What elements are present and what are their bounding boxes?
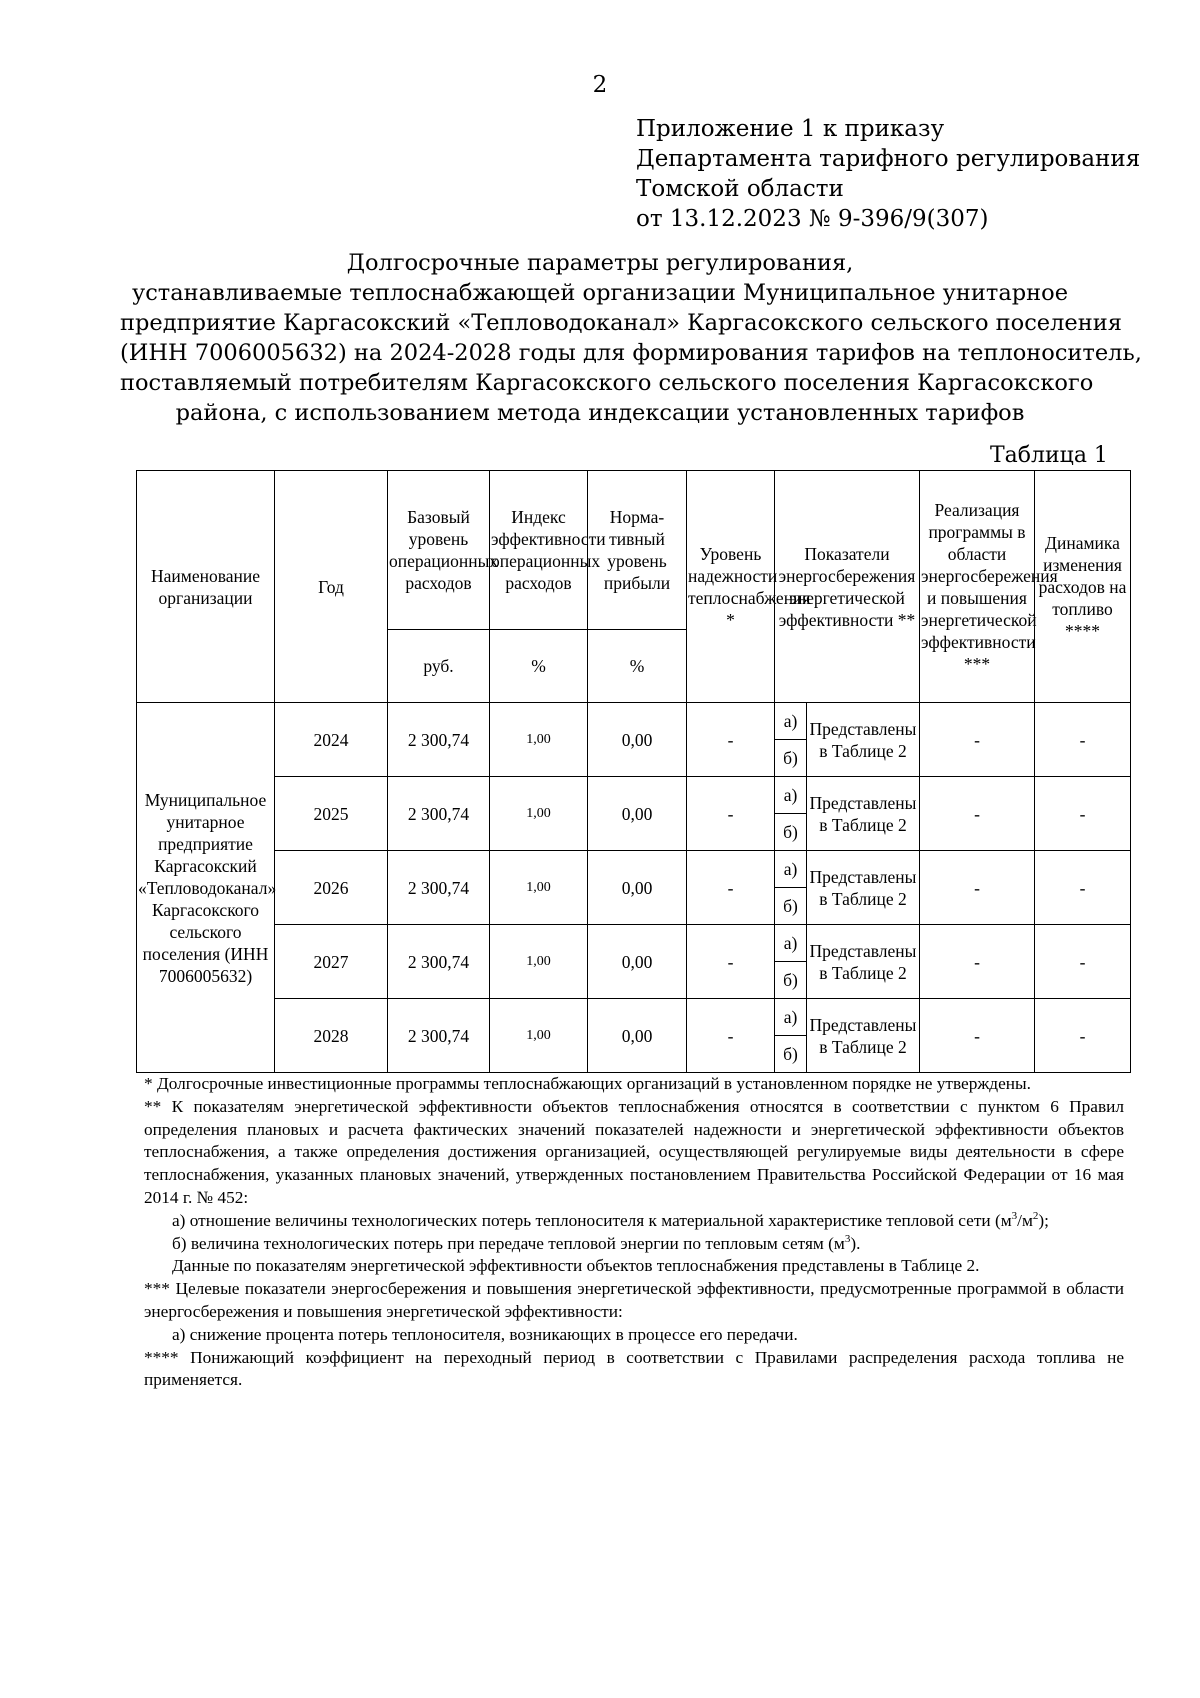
cell-label-a: а) xyxy=(775,703,807,740)
cell-year: 2026 xyxy=(275,851,388,925)
header-base-level: Базовый уровень операционных расходов xyxy=(388,471,490,630)
header-energy-indicators: Показатели энергосбережения энергетической эффективности ** xyxy=(775,471,920,703)
cell-fuel: - xyxy=(1035,851,1131,925)
footnote-2b: б) величина технологических потерь при передаче тепловой энергии по тепловым сетям $(м^3)$. xyxy=(172,1232,861,1253)
cell-fuel: - xyxy=(1035,925,1131,999)
header-year: Год xyxy=(275,471,388,703)
cell-reliability: - xyxy=(687,999,775,1073)
cell-profit: 0,00 xyxy=(588,703,687,777)
title-line: района, с использованием метода индексации установленных тарифов xyxy=(175,400,1025,426)
footnote-2c: Данные по показателям энергетической эффективности объектов теплоснабжения представлены в Таблице 2. xyxy=(172,1256,980,1276)
cell-fuel: - xyxy=(1035,999,1131,1073)
cell-energy: Представлены в Таблице 2 xyxy=(807,703,920,777)
table-caption: Таблица 1 xyxy=(990,443,1108,468)
cell-year: 2024 xyxy=(275,703,388,777)
footnotes xyxy=(144,1073,1124,1392)
title-line: поставляемый потребителям Каргасокского сельского поселения Каргасокского xyxy=(120,370,1094,396)
cell-label-b: б) xyxy=(775,962,807,999)
footnote-1: * Долгосрочные инвестиционные программы теплоснабжающих организаций в установленном порядке не утверждены. xyxy=(144,1074,1031,1093)
cell-profit: 0,00 xyxy=(588,999,687,1073)
cell-profit: 0,00 xyxy=(588,777,687,851)
appendix-line: Приложение 1 к приказу xyxy=(636,116,945,142)
cell-year: 2025 xyxy=(275,777,388,851)
header-fuel: Динамика изменения расходов на топливо **** xyxy=(1035,471,1131,703)
document-title xyxy=(120,248,1142,428)
cell-energy: Представлены в Таблице 2 xyxy=(807,851,920,925)
header-reliability: Уровень надежности теплоснабжения * xyxy=(687,471,775,703)
header-profit-level: Норма-тивный уровень прибыли xyxy=(588,471,687,630)
unit-index: % xyxy=(490,630,588,703)
cell-reliability: - xyxy=(687,851,775,925)
cell-base: 2 300,74 xyxy=(388,703,490,777)
cell-base: 2 300,74 xyxy=(388,851,490,925)
appendix-line: Департамента тарифного регулирования xyxy=(636,146,1141,172)
cell-label-b: б) xyxy=(775,1036,807,1073)
org-name-cell: Муниципальное унитарное предприятие Каргасокский «Тепловодоканал» Каргасокского сельского поселения (ИНН 7006005632) xyxy=(137,703,275,1073)
footnote-3: *** Целевые показатели энергосбережения и повышения энергетической эффективности, предусмотренные программой в области энергосбережения и повышения энергетической эффективности: xyxy=(144,1279,1124,1321)
title-line: предприятие Каргасокский «Тепловодоканал» Каргасокского сельского поселения xyxy=(120,310,1122,336)
cell-base: 2 300,74 xyxy=(388,777,490,851)
cell-program: - xyxy=(920,851,1035,925)
cell-label-b: б) xyxy=(775,740,807,777)
cell-energy: Представлены в Таблице 2 xyxy=(807,925,920,999)
cell-program: - xyxy=(920,999,1035,1073)
cell-reliability: - xyxy=(687,777,775,851)
page-number: 2 xyxy=(592,72,608,98)
appendix-line: от 13.12.2023 № 9-396/9(307) xyxy=(636,206,989,232)
cell-index: 1,00 xyxy=(490,999,588,1073)
cell-energy: Представлены в Таблице 2 xyxy=(807,777,920,851)
cell-label-b: б) xyxy=(775,814,807,851)
cell-reliability: - xyxy=(687,703,775,777)
cell-base: 2 300,74 xyxy=(388,999,490,1073)
title-line: (ИНН 7006005632) на 2024-2028 годы для формирования тарифов на теплоноситель, xyxy=(120,340,1142,366)
title-line: устанавливаемые теплоснабжающей организации Муниципальное унитарное xyxy=(131,280,1069,306)
unit-profit: % xyxy=(588,630,687,703)
cell-fuel: - xyxy=(1035,777,1131,851)
cell-index: 1,00 xyxy=(490,777,588,851)
cell-profit: 0,00 xyxy=(588,851,687,925)
footnote-2a: а) отношение величины технологических потерь теплоносителя к материальной характеристике тепловой сети $(м^3/м^2)$; xyxy=(172,1210,1049,1230)
appendix-block xyxy=(636,114,1140,234)
appendix-line: Томской области xyxy=(636,176,844,202)
cell-energy: Представлены в Таблице 2 xyxy=(807,999,920,1073)
header-org-name: Наименование организации xyxy=(137,471,275,703)
header-program: Реализация программы в области энергосбережения и повышения энергетической эффективности *** xyxy=(920,471,1035,703)
title-line: Долгосрочные параметры регулирования, xyxy=(346,250,854,276)
footnote-3a: а) снижение процента потерь теплоносителя, возникающих в процессе его передачи. xyxy=(172,1324,798,1344)
footnote-4: **** Понижающий коэффициент на переходный период в соответствии с Правилами распределения расхода топлива не применяется. xyxy=(144,1347,1124,1390)
cell-base: 2 300,74 xyxy=(388,925,490,999)
cell-program: - xyxy=(920,925,1035,999)
cell-index: 1,00 xyxy=(490,925,588,999)
cell-program: - xyxy=(920,777,1035,851)
unit-base: руб. xyxy=(388,630,490,703)
parameters-table xyxy=(136,470,1131,1073)
cell-index: 1,00 xyxy=(490,851,588,925)
cell-program: - xyxy=(920,703,1035,777)
cell-label-b: б) xyxy=(775,888,807,925)
cell-label-a: а) xyxy=(775,851,807,888)
cell-fuel: - xyxy=(1035,703,1131,777)
cell-year: 2027 xyxy=(275,925,388,999)
cell-index: 1,00 xyxy=(490,703,588,777)
cell-reliability: - xyxy=(687,925,775,999)
header-efficiency-index: Индекс эффективности операционных расходов xyxy=(490,471,588,630)
footnote-2: ** К показателям энергетической эффективности объектов теплоснабжения относятся в соответствии с пунктом 6 Правил определения плановых и расчета фактических значений показателей надежности и энергетической эффективности объектов теплоснабжения, а также определения достижения организацией, осуществляющей регулируемые виды деятельности в сфере теплоснабжения, указанных плановых значений, утвержденных постановлением Правительства Российской Федерации от 16 мая 2014 г. № 452: xyxy=(144,1096,1124,1207)
cell-profit: 0,00 xyxy=(588,925,687,999)
cell-label-a: а) xyxy=(775,777,807,814)
cell-year: 2028 xyxy=(275,999,388,1073)
cell-label-a: а) xyxy=(775,925,807,962)
cell-label-a: а) xyxy=(775,999,807,1036)
